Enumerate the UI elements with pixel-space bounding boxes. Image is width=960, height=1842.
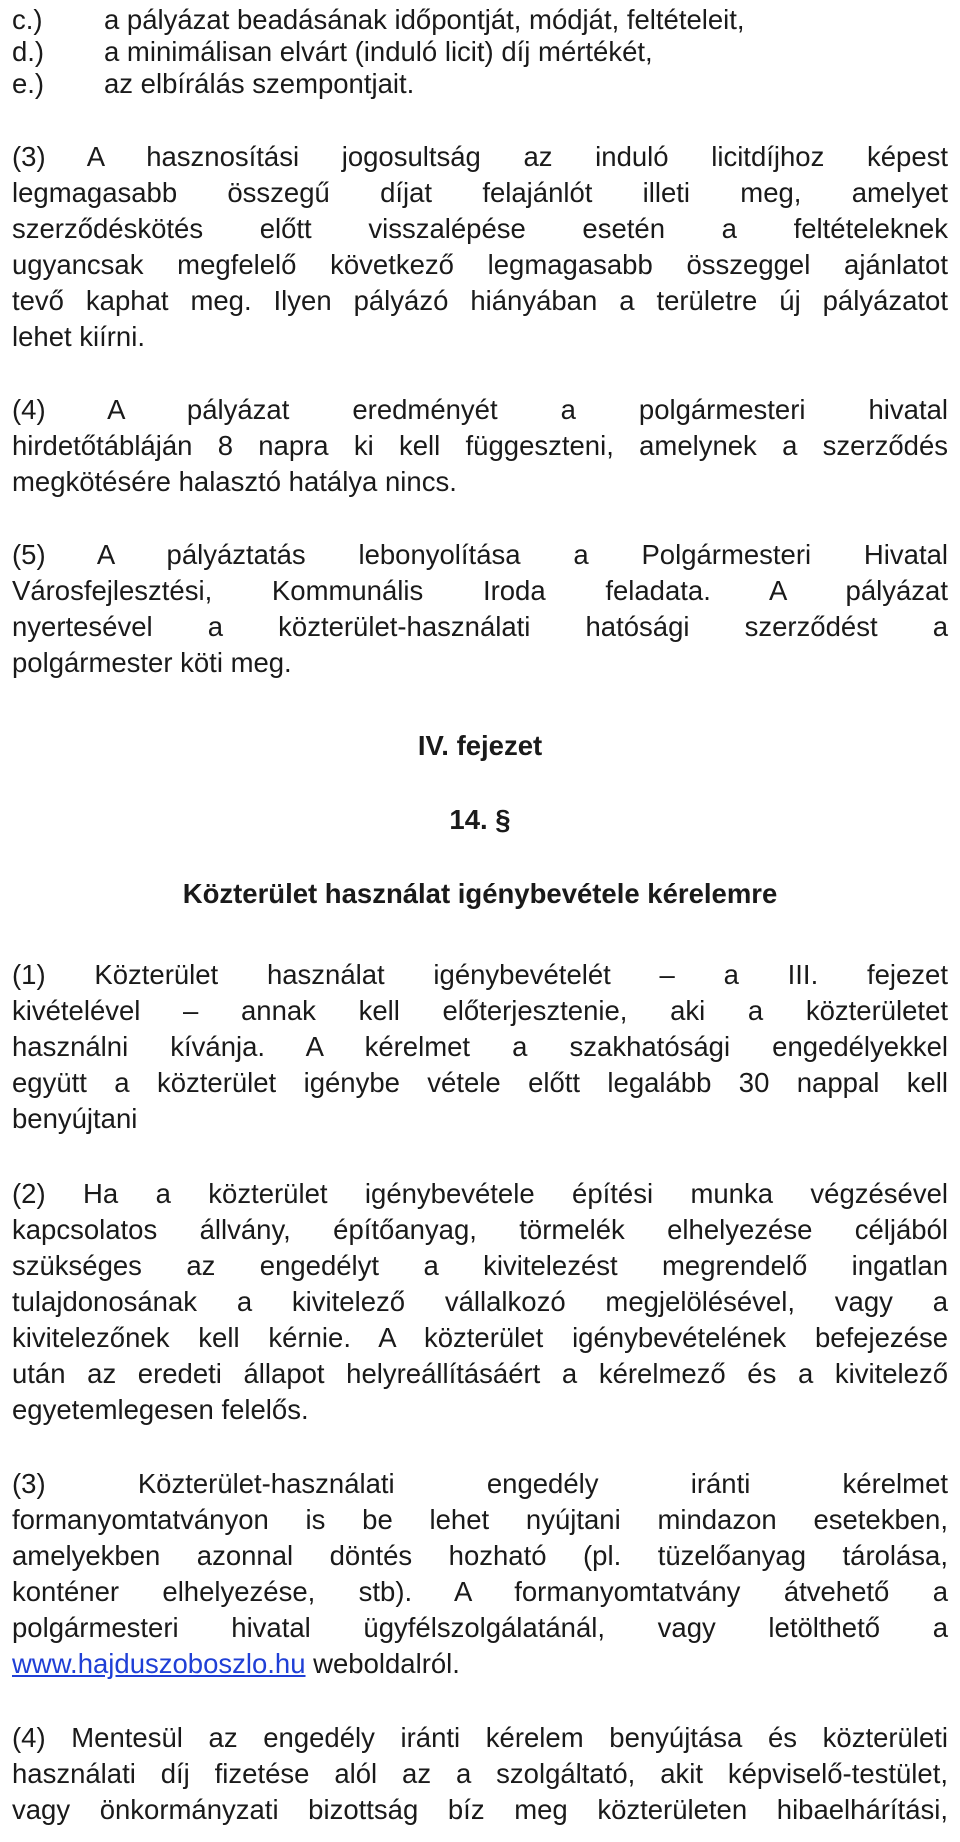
subsection-2-line: egyetemlegesen felelős. [12, 1394, 309, 1425]
list-label: e.) [12, 68, 45, 99]
subsection-3-line: (3) Közterület-használati engedély iránti kérelmet [12, 1468, 948, 1499]
paragraph-4-line: hirdetőtábláján 8 napra ki kell függeszteni, amelynek a szerződés [12, 430, 948, 461]
list-item [12, 34, 948, 70]
paragraph-5-line: Városfejlesztési, Kommunális Iroda feladata. A pályázat [12, 575, 948, 606]
list-text: a pályázat beadásának időpontját, módját, feltételeit, [104, 4, 745, 35]
subsection-1-line: (1) Közterület használat igénybevételét – a III. fejezet [12, 959, 948, 990]
subsection-1-line: kivételével – annak kell előterjesztenie, aki a közterületet [12, 995, 948, 1026]
subsection-3-line: polgármesteri hivatal ügyfélszolgálatánál, vagy letölthető a [12, 1612, 948, 1643]
paragraph-4-line: megkötésére halasztó hatálya nincs. [12, 466, 457, 497]
paragraph-5-line: (5) A pályáztatás lebonyolítása a Polgármesteri Hivatal [12, 539, 948, 570]
list-label: d.) [12, 36, 45, 67]
subsection-4-line: (4) Mentesül az engedély iránti kérelem benyújtása és közterületi [12, 1722, 948, 1753]
paragraph-3-line: legmagasabb összegű díjat felajánlót illeti meg, amelyet [12, 177, 948, 208]
paragraph-3-line: szerződéskötés előtt visszalépése esetén a feltételeknek [12, 213, 948, 244]
section-heading: Közterület használat igénybevétele kérelemre [182, 878, 778, 909]
paragraph-5-line: polgármester köti meg. [12, 647, 292, 678]
list-text: a minimálisan elvárt (induló licit) díj mértékét, [104, 36, 653, 67]
list-label: c.) [12, 4, 43, 35]
subsection-2-line: után az eredeti állapot helyreállításáért a kérelmező és a kivitelező [12, 1358, 948, 1389]
subsection-3-line: formanyomtatványon is be lehet nyújtani mindazon esetekben, [12, 1504, 948, 1535]
subsection-1-line: együtt a közterület igénybe vétele előtt legalább 30 nappal kell [12, 1067, 948, 1098]
subsection-2-line: tulajdonosának a kivitelező vállalkozó megjelölésével, vagy a [12, 1286, 948, 1317]
subsection-3-line: amelyekben azonnal döntés hozható (pl. tüzelőanyag tárolása, [12, 1540, 948, 1571]
subsection-2-line: kivitelezőnek kell kérnie. A közterület igénybevételének befejezése [12, 1322, 948, 1353]
subsection-1-line: használni kívánja. A kérelmet a szakhatósági engedélyekkel [12, 1031, 948, 1062]
chapter-title: IV. fejezet [417, 730, 543, 761]
subsection-3-line [12, 1646, 948, 1682]
subsection-1-line: benyújtani [12, 1103, 138, 1134]
document-page [12, 0, 948, 1842]
paragraph-3-line: (3) A hasznosítási jogosultság az induló licitdíjhoz képest [12, 141, 948, 172]
subsection-2-line: (2) Ha a közterület igénybevétele építési munka végzésével [12, 1178, 948, 1209]
paragraph-3-line: lehet kiírni. [12, 321, 145, 352]
subsection-4-line: vagy önkormányzati bizottság bíz meg közterületen hibaelhárítási, [12, 1794, 948, 1825]
paragraph-3-line: tevő kaphat meg. Ilyen pályázó hiányában a területre új pályázatot [12, 285, 948, 316]
list-text: az elbírálás szempontjait. [104, 68, 415, 99]
paragraph-5-line: nyertesével a közterület-használati hatósági szerződést a [12, 611, 948, 642]
website-link[interactable]: www.hajduszoboszlo.hu [12, 1648, 306, 1679]
list-item [12, 2, 948, 38]
paragraph-3-line: ugyancsak megfelelő következő legmagasabb összeggel ajánlatot [12, 249, 948, 280]
list-item [12, 66, 948, 102]
paragraph-4-line: (4) A pályázat eredményét a polgármesteri hivatal [12, 394, 948, 425]
link-suffix: weboldalról. [305, 1648, 460, 1679]
section-number: 14. § [449, 804, 511, 835]
subsection-2-line: szükséges az engedélyt a kivitelezést megrendelő ingatlan [12, 1250, 948, 1281]
subsection-2-line: kapcsolatos állvány, építőanyag, törmelék elhelyezése céljából [12, 1214, 948, 1245]
subsection-4-line: használati díj fizetése alól az a szolgáltató, akit képviselő-testület, [12, 1758, 948, 1789]
subsection-3-line: konténer elhelyezése, stb). A formanyomtatvány átvehető a [12, 1576, 948, 1607]
